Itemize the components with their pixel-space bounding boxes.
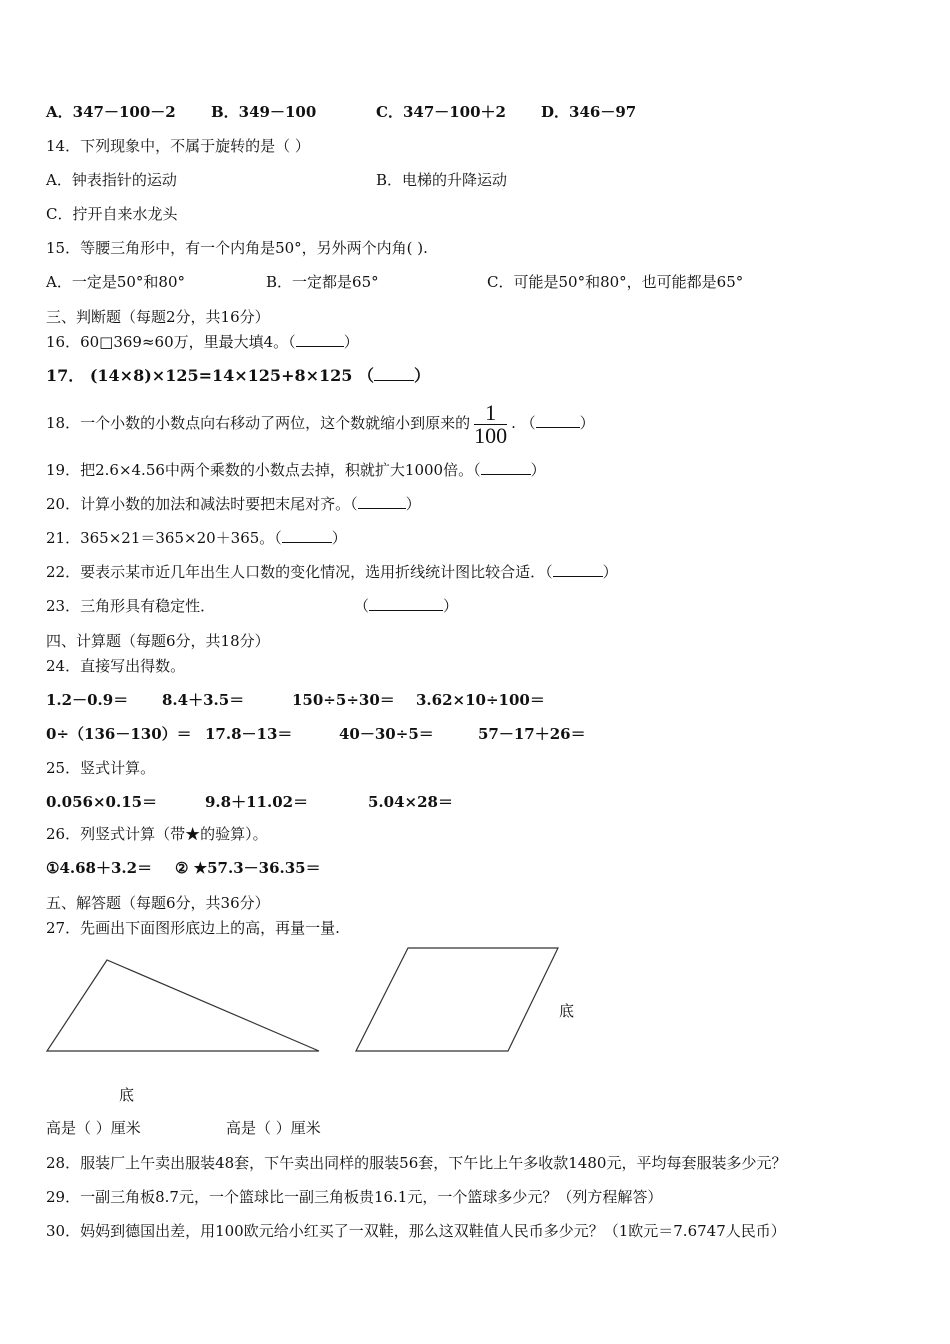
q24-item: 150÷5÷30＝ <box>292 691 395 709</box>
q26-item: ①4.68＋3.2＝ <box>46 859 153 877</box>
q27-stem: 27．先画出下面图形底边上的高，再量一量. <box>46 919 340 937</box>
parallelogram-figure <box>356 948 558 1051</box>
q26-stem: 26．列竖式计算（带★的验算）。 <box>46 825 268 843</box>
q23-open: （ <box>354 597 370 615</box>
q24-item: 0÷（136－130）＝ <box>46 725 192 743</box>
q29: 29．一副三角板8.7元，一个篮球比一副三角板贵16.1元，一个篮球多少元？（列方程解答） <box>46 1188 663 1206</box>
q18-tail: . （ <box>511 414 536 432</box>
q24-item: 1.2－0.9＝ <box>46 691 129 709</box>
q28: 28．服装厂上午卖出服装48套，下午卖出同样的服装56套，下午比上午多收款1480元，平均每套服装多少元？ <box>46 1154 787 1172</box>
q20-text: 20．计算小数的加法和减法时要把末尾对齐。（ <box>46 495 358 513</box>
section-3-heading: 三、判断题（每题2分，共16分） <box>46 308 270 326</box>
q22-close: ） <box>602 563 618 581</box>
q25-item: 9.8＋11.02＝ <box>205 793 309 811</box>
q25-item: 5.04×28＝ <box>368 793 453 811</box>
q15-option-c: C．可能是50°和80°，也可能都是65° <box>487 273 744 291</box>
q24-item: 40－30÷5＝ <box>339 725 434 743</box>
q17-close: ） <box>413 366 430 385</box>
q14-option-a: A．钟表指针的运动 <box>46 171 177 189</box>
q13-option-c: C．347－100＋2 <box>376 103 506 121</box>
q21-text: 21．365×21＝365×20＋365。（ <box>46 529 282 547</box>
fraction-denominator: 100 <box>474 422 508 448</box>
q25-stem: 25．竖式计算。 <box>46 759 156 777</box>
section-5-heading: 五、解答题（每题6分，共36分） <box>46 894 270 912</box>
q25-item: 0.056×0.15＝ <box>46 793 158 811</box>
q13-option-a: A．347－100－2 <box>46 103 176 121</box>
q14-option-c: C．拧开自来水龙头 <box>46 205 178 223</box>
q26-item: ② ★57.3－36.35＝ <box>175 859 321 877</box>
q24-stem: 24．直接写出得数。 <box>46 657 186 675</box>
triangle-base-label: 底 <box>119 1086 135 1104</box>
q14-option-b: B．电梯的升降运动 <box>376 171 508 189</box>
q20-close: ） <box>405 495 421 513</box>
triangle-height-answer: 高是（ ）厘米 <box>46 1119 141 1137</box>
q14-stem: 14．下列现象中，不属于旋转的是（ ） <box>46 137 310 155</box>
q15-stem: 15．等腰三角形中，有一个内角是50°，另外两个内角( ). <box>46 239 428 257</box>
q19-close: ） <box>530 461 546 479</box>
q13-option-d: D．346－97 <box>541 103 637 121</box>
q30: 30．妈妈到德国出差，用100欧元给小红买了一双鞋，那么这双鞋值人民币多少元？（1欧元＝7.6747人民币） <box>46 1222 786 1240</box>
q19-text: 19．把2.6×4.56中两个乘数的小数点去掉，积就扩大1000倍。（ <box>46 461 481 479</box>
q22-text: 22．要表示某市近几年出生人口数的变化情况，选用折线统计图比较合适．（ <box>46 563 553 581</box>
q24-item: 3.62×10÷100＝ <box>416 691 545 709</box>
fraction-numerator: 1 <box>474 402 507 425</box>
q21-close: ） <box>331 529 347 547</box>
q24-item: 57－17＋26＝ <box>478 725 586 743</box>
q18-close: ） <box>579 414 595 432</box>
parallelogram-base-label: 底 <box>559 1002 575 1020</box>
q23-text: 23．三角形具有稳定性． <box>46 597 216 615</box>
triangle-figure <box>47 960 319 1051</box>
q16-text: 16．60□369≈60万，里最大填4。（ <box>46 333 296 351</box>
q13-option-b: B．349－100 <box>211 103 317 121</box>
parallelogram-height-answer: 高是（ ）厘米 <box>226 1119 321 1137</box>
q15-option-a: A．一定是50°和80° <box>46 273 186 291</box>
q16-close: ） <box>343 333 359 351</box>
q18-text: 18．一个小数的小数点向右移动了两位，这个数就缩小到原来的 <box>46 414 471 432</box>
q17-text: 17． (14×8)×125=14×125+8×125 （ <box>46 366 374 385</box>
q15-option-b: B．一定都是65° <box>266 273 379 291</box>
q23-close: ） <box>443 597 459 615</box>
q24-item: 17.8－13＝ <box>205 725 293 743</box>
q24-item: 8.4＋3.5＝ <box>162 691 245 709</box>
section-4-heading: 四、计算题（每题6分，共18分） <box>46 632 270 650</box>
